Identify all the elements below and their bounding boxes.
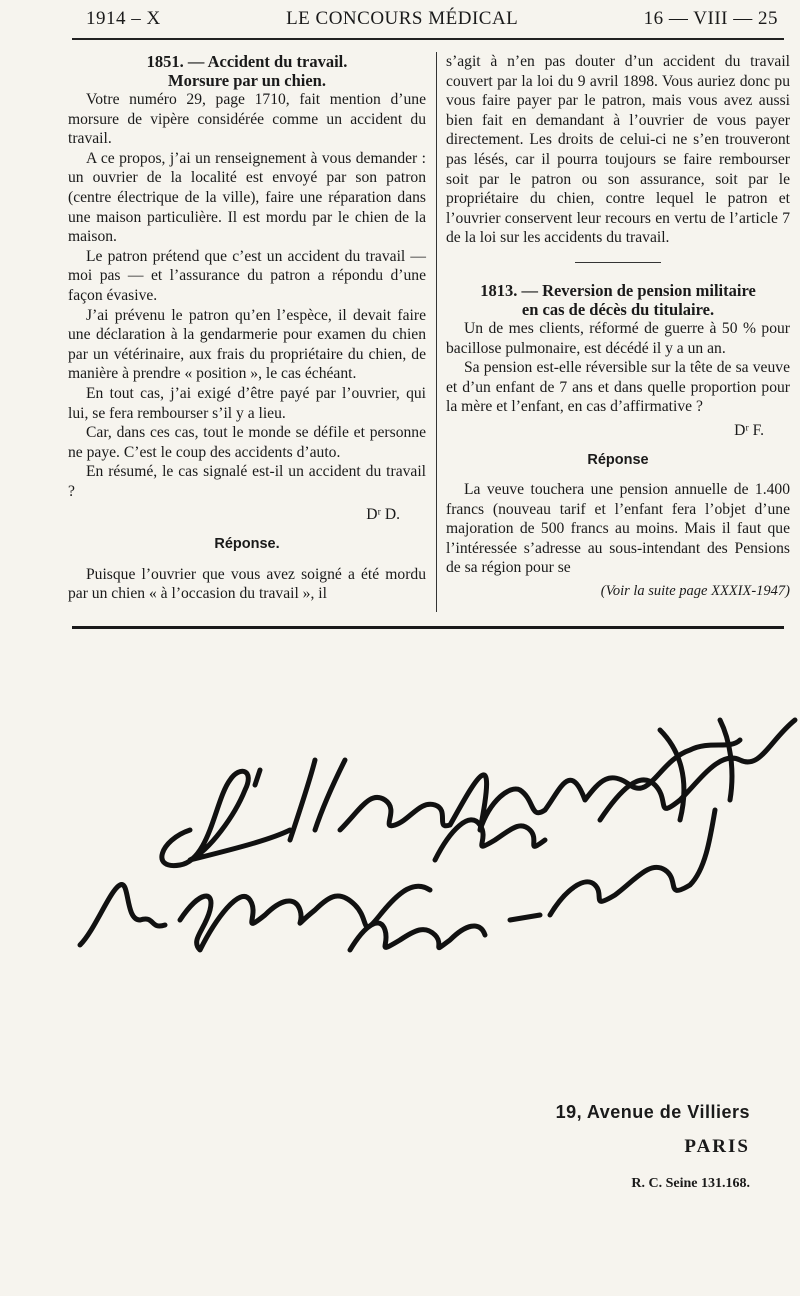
journal-title: LE CONCOURS MÉDICAL (286, 8, 519, 29)
article-1813-response: La veuve touchera une pension annuelle de 1.400 francs (nouveau tarif et l’enfant fera l’objet d’une majoration de 500 francs au moins. Mais il faut que l’intéressée s’adresse au sous-intendant des Pensions de sa région pour se (446, 481, 790, 577)
article-1851-title-line2: Morsure par un chien. (168, 71, 326, 90)
advertisement-city: PARIS (684, 1136, 750, 1157)
article-1851-paragraph: Votre numéro 29, page 1710, fait mention d’une morsure de vipère considérée comme un accident du travail. (68, 91, 426, 148)
article-1813-title-line2: en cas de décès du titulaire. (521, 299, 715, 319)
article-1851-paragraph: Car, dans ces cas, tout le monde se défile et personne ne paye. C’est le coup des accidents d’auto. (68, 424, 426, 461)
article-1851-paragraph: J’ai prévenu le patron qu’en l’espèce, il devait faire une déclaration à la gendarmerie pour examen du chien par un vétérinaire, aux frais du propriétaire du chien, de manière à prendre « position », le cas échéant. (68, 306, 426, 383)
continued-reference: (Voir la suite page XXXIX-1947) (600, 583, 790, 600)
article-1813-paragraph: Sa pension est-elle réversible sur la tête de sa veuve et d’un enfant de 7 ans et dans quelle proportion pour la mère et l’enfant, en cas d’affirmative ? (446, 359, 790, 416)
article-1851-paragraph: A ce propos, j’ai un renseignement à vous demander : un ouvrier de la localité est envoyé par son patron (centre électrique de la ville), faire une réparation dans une maison particulière. Il est mordu par le chien de la maison. (68, 149, 426, 246)
article-1851-paragraph: Le patron prétend que c’est un accident du travail — moi pas — et l’assurance du patron a répondu d’une façon évasive. (68, 247, 426, 304)
article-1813-number: 1813. (480, 280, 518, 300)
article-1851-signature: Dʳ D. (366, 506, 400, 524)
article-1851-number: 1851. (146, 52, 184, 71)
advertisement-street-address: 19, Avenue de Villiers (555, 1102, 750, 1122)
article-1813-title (446, 281, 790, 319)
article-1851-title (68, 52, 426, 90)
header-rule (72, 38, 784, 40)
article-1813-signature: Dʳ F. (734, 421, 764, 439)
article-1851-title-line1: — Accident du travail. (187, 52, 348, 71)
left-column (68, 52, 426, 604)
right-column (446, 52, 790, 602)
handwritten-advertisement-slogan (40, 690, 800, 990)
advertisement-rule (72, 626, 784, 629)
article-separator (575, 262, 661, 263)
article-1813-response-heading: Réponse (587, 451, 649, 468)
advertisement-registry-number: R. C. Seine 131.168. (631, 1176, 750, 1191)
column-divider (436, 52, 437, 612)
article-1813-title-line1: — Reversion de pension militaire (521, 280, 756, 300)
article-1851-response-continued: s’agit à n’en pas douter d’un accident du travail couvert par la loi du 9 avril 1898. Vous auriez donc pu vous faire payer par le patron, mais vous avez aussi bien fait en demandant à l’ouvrier de vous payer directement. Les droits de celui-ci ne s’en trouveront pas lésés, car il pourra toujours se faire rembourser soit par le patron ou son assurance, soit par le propriétaire du chien, contre lequel le patron et l’ouvrier conservent leur recours en vertu de l’article 7 de la loi sur les accidents du travail. (446, 53, 790, 247)
header-date: 16 — VIII — 25 (643, 8, 778, 29)
article-1851-response-start: Puisque l’ouvrier que vous avez soigné a été mordu par un chien « à l’occasion du travail », il (68, 565, 426, 603)
article-1851-response-heading: Réponse. (214, 536, 280, 553)
header-year-volume: 1914 – X (86, 8, 161, 29)
article-1851-paragraph: En tout cas, j’ai exigé d’être payé par l’ouvrier, qui lui, se fera rembourser s’il y a lieu. (68, 384, 426, 422)
running-head (86, 8, 778, 34)
article-1813-paragraph: Un de mes clients, réformé de guerre à 50 % pour bacillose pulmonaire, est décédé il y a un an. (446, 319, 790, 357)
article-1851-paragraph: En résumé, le cas signalé est-il un accident du travail ? (68, 463, 426, 500)
